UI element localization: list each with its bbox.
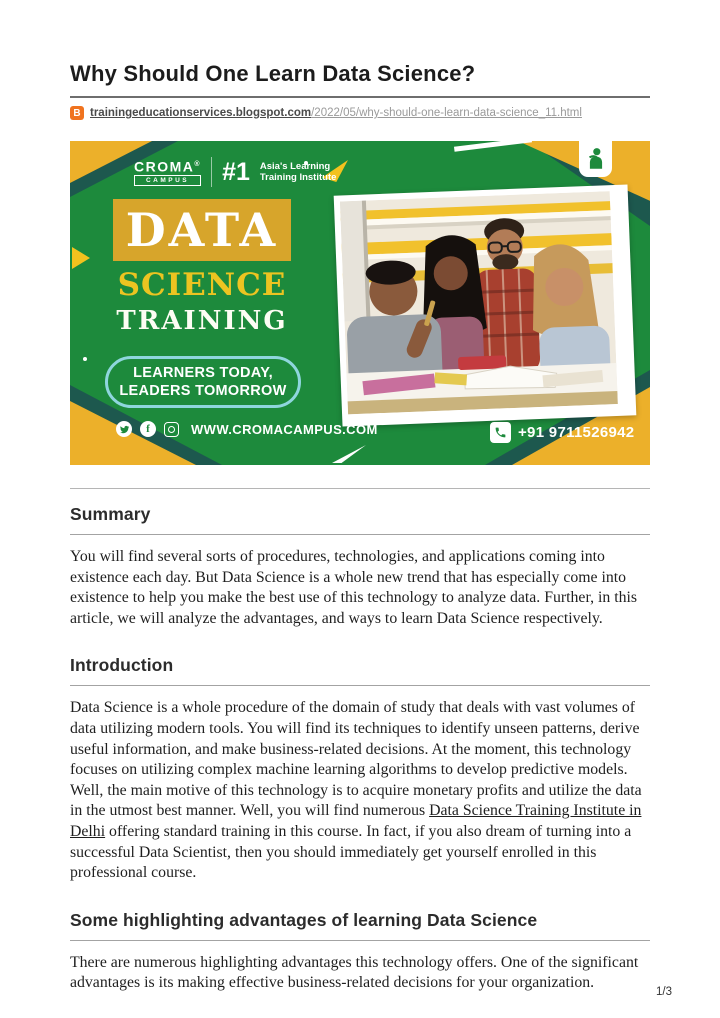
banner-footer [116, 421, 378, 437]
person-badge-icon [579, 141, 612, 177]
website-url: WWW.CROMACAMPUS.COM [191, 421, 378, 437]
headline-data-box [113, 199, 291, 261]
introduction-heading: Introduction [70, 655, 650, 686]
instagram-icon [164, 422, 179, 437]
brand-divider [211, 157, 212, 187]
advantages-heading: Some highlighting advantages of learning Data Science [70, 910, 650, 941]
intro-text-before-link: Data Science is a whole procedure of the domain of study that deals with vast volumes of data utilizing modern tools. You will find its techniques to identify unseen patterns, derive useful information, and make business-related decisions. At the moment, this technology focuses on utilizing complex machine learning algorithms to develop predictive models. Well, the main motive of this technology is to acquire monetary profits and utilize the data in the utmost best manner. Well, you will find numerous [70, 699, 642, 820]
phone-icon [490, 422, 511, 443]
decor-streak [454, 141, 532, 152]
headline-data: DATA [125, 203, 279, 257]
headline-training: TRAINING [116, 306, 288, 336]
page-number: 1/3 [656, 986, 672, 998]
phone-number: +91 9711526942 [518, 424, 635, 441]
brand-block [134, 157, 336, 187]
summary-paragraph: You will find several sorts of procedures, technologies, and applications coming into existence each day. But Data Science is a whole new trend that has especially come into existence to help you make the best use of this technology to analyze data. Further, in this article, we will analyze the advantages, and ways to learn Data Science respectively. [70, 548, 638, 627]
students-photo [334, 184, 637, 426]
title-divider [70, 96, 650, 98]
blogger-icon: B [70, 106, 84, 120]
decor-arrow [332, 443, 366, 463]
brand-tagline: Asia's Learning Training Institute [259, 160, 337, 183]
decor-triangle [72, 247, 90, 269]
twitter-icon [116, 421, 132, 437]
source-url-link[interactable] [90, 107, 582, 119]
facebook-icon: f [140, 421, 156, 437]
decor-dot [83, 357, 87, 361]
page-title: Why Should One Learn Data Science? [70, 61, 476, 86]
croma-logo: CROMA® CAMPUS [134, 158, 202, 185]
banner-image [70, 141, 650, 465]
headline-science: SCIENCE [117, 267, 287, 303]
url-path[interactable]: /2022/05/why-should-one-learn-data-science_11.html [311, 107, 582, 119]
slogan-pill: LEARNERS TODAY, LEADERS TOMORROW [105, 356, 301, 408]
rank-label: #1 [222, 157, 250, 186]
phone-block [490, 422, 634, 443]
delhi-institute-link[interactable]: Data Science Training Institute in Delhi [70, 802, 642, 840]
url-domain[interactable]: trainingeducationservices.blogspot.com [90, 107, 312, 119]
introduction-paragraph [70, 698, 650, 883]
advantages-paragraph: There are numerous highlighting advantages this technology offers. One of the significant advantages is its making effective business-related decisions for your organization. [70, 953, 639, 992]
summary-heading: Summary [70, 504, 650, 535]
intro-text-after-link: offering standard training in this course. In fact, if you also dream of turning into a successful Data Scientist, then you should immediately get yourself enrolled in this professional course. [70, 822, 632, 882]
source-url-line [70, 106, 650, 120]
section-divider [70, 488, 650, 489]
